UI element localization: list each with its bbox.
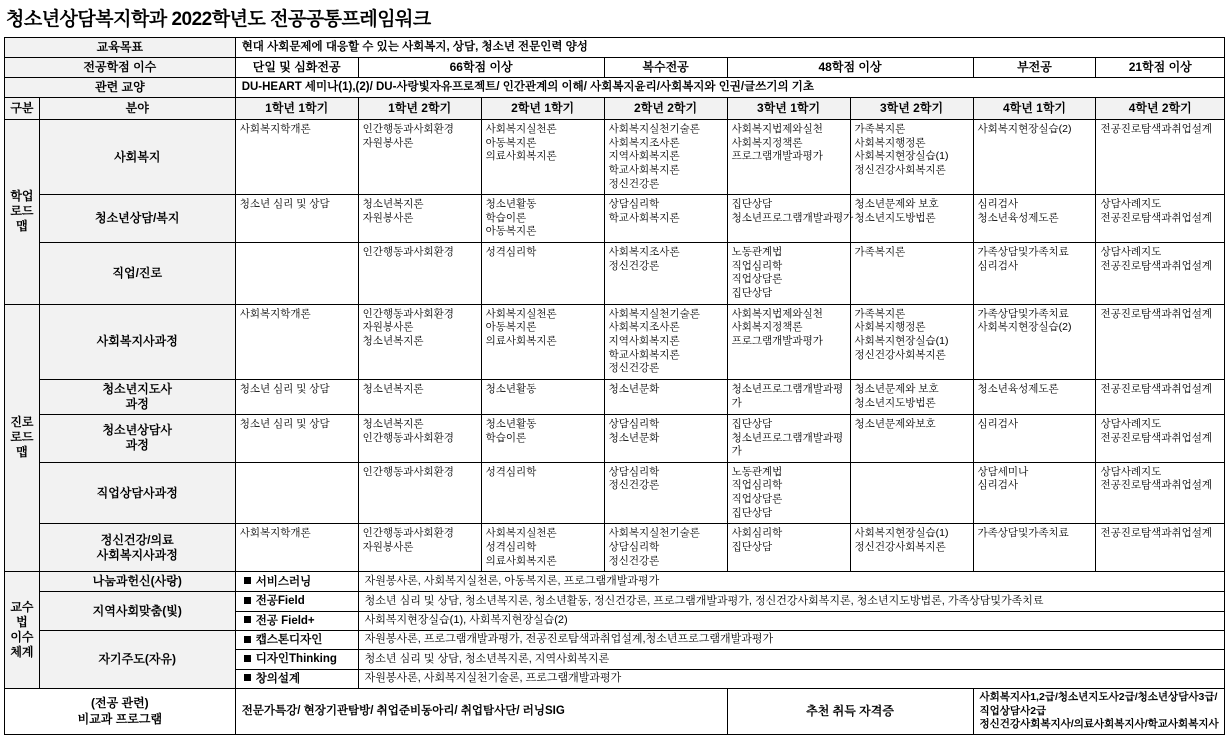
course-cell: 청소년 심리 및 상담 <box>235 379 358 414</box>
section-label-line: 체계 <box>10 645 34 660</box>
course-cell: 가족상담및가족치료 <box>973 524 1096 572</box>
section-label-line: 진로 <box>10 415 34 430</box>
teaching-courses: 자원봉사론, 프로그램개발과평가, 전공진로탐색과취업설계,청소년프로그램개발과평가 <box>358 631 1224 650</box>
track-job-counselor: 직업상담사과정 <box>39 462 235 524</box>
section-label-line: 이수 <box>10 630 34 645</box>
section-label-line: 로드맵 <box>10 430 34 460</box>
course-cell: 전공진로탐색과취업설계 <box>1096 379 1225 414</box>
col-y1s2: 1학년 2학기 <box>358 98 481 120</box>
section-label-academic <box>5 120 40 305</box>
table-row <box>5 58 1225 78</box>
course-cell: 가족상담및가족치료 심리검사 <box>973 243 1096 305</box>
col-y2s2: 2학년 2학기 <box>604 98 727 120</box>
table-row <box>5 462 1225 524</box>
table-row <box>5 195 1225 243</box>
related-liberal-value: DU-HEART 세미나(1),(2)/ DU-사랑빛자유프로젝트/ 인간관계의 이해/ 사회복지윤리/사회복지와 인권/글쓰기의 기초 <box>235 78 1224 98</box>
table-row <box>5 631 1225 650</box>
col-y4s2: 4학년 2학기 <box>1096 98 1225 120</box>
course-cell: 상담사례지도 전공진로탐색과취업설계 <box>1096 243 1225 305</box>
edu-goal-label: 교육목표 <box>5 38 236 58</box>
col-y4s1: 4학년 1학기 <box>973 98 1096 120</box>
page-title: 청소년상담복지학과 2022학년도 전공공통프레임워크 <box>6 9 431 30</box>
section-label-line: 로드맵 <box>10 204 34 234</box>
track-youth-leader: 청소년지도사 과정 <box>39 379 235 414</box>
col-y3s1: 3학년 1학기 <box>727 98 850 120</box>
track-social-worker: 사회복지사과정 <box>39 304 235 379</box>
course-cell: 사회복지실천론 아동복지론 의료사회복지론 <box>481 304 604 379</box>
table-row <box>5 414 1225 462</box>
teaching-method-creative-design: 창의설계 <box>235 669 358 688</box>
course-cell: 사회복지현장실습(1) 정신건강사회복지론 <box>850 524 973 572</box>
course-cell: 집단상담 청소년프로그램개발과평가 <box>727 195 850 243</box>
course-cell: 사회복지조사론 정신건강론 <box>604 243 727 305</box>
teaching-courses: 사회복지현장실습(1), 사회복지현장실습(2) <box>358 611 1224 630</box>
course-cell: 상담심리학 청소년문화 <box>604 414 727 462</box>
course-cell: 성격심리학 <box>481 462 604 524</box>
course-cell: 인간행동과사회환경 자원봉사론 <box>358 120 481 195</box>
bullet-square-icon <box>244 616 251 623</box>
course-cell: 청소년활동 <box>481 379 604 414</box>
section-label-teaching <box>5 572 40 689</box>
course-cell: 사회복지실천론 아동복지론 의료사회복지론 <box>481 120 604 195</box>
course-cell: 인간행동과사회환경 <box>358 462 481 524</box>
credit-value-double: 48학점 이상 <box>727 58 973 78</box>
table-row <box>5 592 1225 611</box>
course-cell <box>850 462 973 524</box>
course-cell: 청소년복지론 인간행동과사회환경 <box>358 414 481 462</box>
course-cell: 성격심리학 <box>481 243 604 305</box>
certificate-value: 사회복지사1,2급/청소년지도사2급/청소년상담사3급/직업상담사2급 정신건강사회복지사/의료사회복지사/학교사회복지사 <box>973 689 1225 735</box>
course-cell: 전공진로탐색과취업설계 <box>1096 524 1225 572</box>
teaching-category-community: 지역사회맞춤(빛) <box>39 592 235 631</box>
course-cell: 청소년 심리 및 상담 <box>235 414 358 462</box>
course-cell: 가족상담및가족치료 사회복지현장실습(2) <box>973 304 1096 379</box>
course-cell <box>235 243 358 305</box>
course-cell: 청소년복지론 자원봉사론 <box>358 195 481 243</box>
credit-type-single: 단일 및 심화전공 <box>235 58 358 78</box>
section-label-career <box>5 304 40 572</box>
course-cell: 청소년문제와 보호 청소년지도방법론 <box>850 379 973 414</box>
course-cell: 청소년복지론 <box>358 379 481 414</box>
table-row <box>5 689 1225 735</box>
table-row <box>5 38 1225 58</box>
course-cell: 상담사례지도 전공진로탐색과취업설계 <box>1096 195 1225 243</box>
course-cell: 노동관계법 직업심리학 직업상담론 집단상담 <box>727 243 850 305</box>
teaching-courses: 자원봉사론, 사회복지실천기술론, 프로그램개발과평가 <box>358 669 1224 688</box>
col-y1s1: 1학년 1학기 <box>235 98 358 120</box>
course-cell: 인간행동과사회환경 자원봉사론 청소년복지론 <box>358 304 481 379</box>
table-row <box>5 243 1225 305</box>
table-row <box>5 379 1225 414</box>
certificate-label: 추천 취득 자격증 <box>727 689 973 735</box>
course-cell: 청소년문화 <box>604 379 727 414</box>
related-liberal-label: 관련 교양 <box>5 78 236 98</box>
table-row <box>5 524 1225 572</box>
course-cell: 집단상담 청소년프로그램개발과평가 <box>727 414 850 462</box>
course-cell: 사회복지법제와실천 사회복지정책론 프로그램개발과평가 <box>727 304 850 379</box>
teaching-method-capstone: 캡스톤디자인 <box>235 631 358 650</box>
extracurricular-label: (전공 관련) 비교과 프로그램 <box>5 689 236 735</box>
course-cell: 상담사례지도 전공진로탐색과취업설계 <box>1096 414 1225 462</box>
bullet-square-icon <box>244 674 251 681</box>
course-cell: 사회복지학개론 <box>235 304 358 379</box>
course-cell: 사회복지학개론 <box>235 120 358 195</box>
course-cell: 청소년문제와 보호 청소년지도방법론 <box>850 195 973 243</box>
course-cell: 청소년프로그램개발과평가 <box>727 379 850 414</box>
field-social-welfare: 사회복지 <box>39 120 235 195</box>
extracurricular-value: 전문가특강/ 현장기관탐방/ 취업준비동아리/ 취업탐사단/ 러닝SIG <box>235 689 727 735</box>
course-cell: 심리검사 <box>973 414 1096 462</box>
course-cell: 사회복지학개론 <box>235 524 358 572</box>
course-cell: 사회복지현장실습(2) <box>973 120 1096 195</box>
course-cell: 가족복지론 <box>850 243 973 305</box>
table-row <box>5 120 1225 195</box>
table-row <box>5 304 1225 379</box>
course-cell: 청소년문제와보호 <box>850 414 973 462</box>
col-division: 구분 <box>5 98 40 120</box>
bullet-square-icon <box>244 655 251 662</box>
course-cell: 가족복지론 사회복지행정론 사회복지현장실습(1) 정신건강사회복지론 <box>850 304 973 379</box>
track-mental-health: 정신건강/의료 사회복지사과정 <box>39 524 235 572</box>
course-cell: 사회복지실천기술론 사회복지조사론 지역사회복지론 학교사회복지론 정신건강론 <box>604 120 727 195</box>
course-cell: 청소년활동 학습이론 <box>481 414 604 462</box>
teaching-courses: 자원봉사론, 사회복지실천론, 아동복지론, 프로그램개발과평가 <box>358 572 1224 592</box>
track-youth-counselor: 청소년상담사 과정 <box>39 414 235 462</box>
teaching-method-major-field: 전공Field <box>235 592 358 611</box>
course-cell: 상담세미나 심리검사 <box>973 462 1096 524</box>
credit-value-single: 66학점 이상 <box>358 58 604 78</box>
section-label-line: 학업 <box>10 189 34 204</box>
table-row <box>5 78 1225 98</box>
teaching-method-service-learning: 서비스러닝 <box>235 572 358 592</box>
credit-value-minor: 21학점 이상 <box>1096 58 1225 78</box>
credit-type-minor: 부전공 <box>973 58 1096 78</box>
teaching-courses: 청소년 심리 및 상담, 청소년복지론, 청소년활동, 정신건강론, 프로그램개발과평가, 정신건강사회복지론, 청소년지도방법론, 가족상담및가족치료 <box>358 592 1224 611</box>
col-y2s1: 2학년 1학기 <box>481 98 604 120</box>
course-cell: 사회복지법제와실천 사회복지정책론 프로그램개발과평가 <box>727 120 850 195</box>
curriculum-framework-table <box>4 37 1225 735</box>
course-cell: 전공진로탐색과취업설계 <box>1096 120 1225 195</box>
course-cell: 사회복지실천기술론 사회복지조사론 지역사회복지론 학교사회복지론 정신건강론 <box>604 304 727 379</box>
field-youth-counseling: 청소년상담/복지 <box>39 195 235 243</box>
bullet-square-icon <box>244 597 251 604</box>
course-cell: 상담사례지도 전공진로탐색과취업설계 <box>1096 462 1225 524</box>
course-cell: 사회복지실천기술론 상담심리학 정신건강론 <box>604 524 727 572</box>
course-cell: 인간행동과사회환경 자원봉사론 <box>358 524 481 572</box>
table-row <box>5 572 1225 592</box>
teaching-category-sharing: 나눔과헌신(사랑) <box>39 572 235 592</box>
course-cell: 사회복지실천론 성격심리학 의료사회복지론 <box>481 524 604 572</box>
course-cell: 청소년활동 학습이론 아동복지론 <box>481 195 604 243</box>
field-career: 직업/진로 <box>39 243 235 305</box>
bullet-square-icon <box>244 636 251 643</box>
course-cell: 상담심리학 정신건강론 <box>604 462 727 524</box>
teaching-method-design-thinking: 디자인Thinking <box>235 650 358 669</box>
bullet-square-icon <box>244 577 251 584</box>
teaching-category-selfdirected: 자기주도(자유) <box>39 631 235 689</box>
course-cell: 인간행동과사회환경 <box>358 243 481 305</box>
course-cell: 가족복지론 사회복지행정론 사회복지현장실습(1) 정신건강사회복지론 <box>850 120 973 195</box>
section-label-line: 교수법 <box>10 600 34 630</box>
teaching-method-major-field-plus: 전공 Field+ <box>235 611 358 630</box>
col-y3s2: 3학년 2학기 <box>850 98 973 120</box>
credits-label: 전공학점 이수 <box>5 58 236 78</box>
course-cell <box>235 462 358 524</box>
edu-goal-value: 현대 사회문제에 대응할 수 있는 사회복지, 상담, 청소년 전문인력 양성 <box>235 38 1224 58</box>
credit-type-double: 복수전공 <box>604 58 727 78</box>
teaching-courses: 청소년 심리 및 상담, 청소년복지론, 지역사회복지론 <box>358 650 1224 669</box>
course-cell: 사회심리학 집단상담 <box>727 524 850 572</box>
column-header-row <box>5 98 1225 120</box>
course-cell: 심리검사 청소년육성제도론 <box>973 195 1096 243</box>
course-cell: 노동관계법 직업심리학 직업상담론 집단상담 <box>727 462 850 524</box>
course-cell: 청소년 심리 및 상담 <box>235 195 358 243</box>
course-cell: 상담심리학 학교사회복지론 <box>604 195 727 243</box>
course-cell: 청소년육성제도론 <box>973 379 1096 414</box>
course-cell: 전공진로탐색과취업설계 <box>1096 304 1225 379</box>
col-field: 분야 <box>39 98 235 120</box>
